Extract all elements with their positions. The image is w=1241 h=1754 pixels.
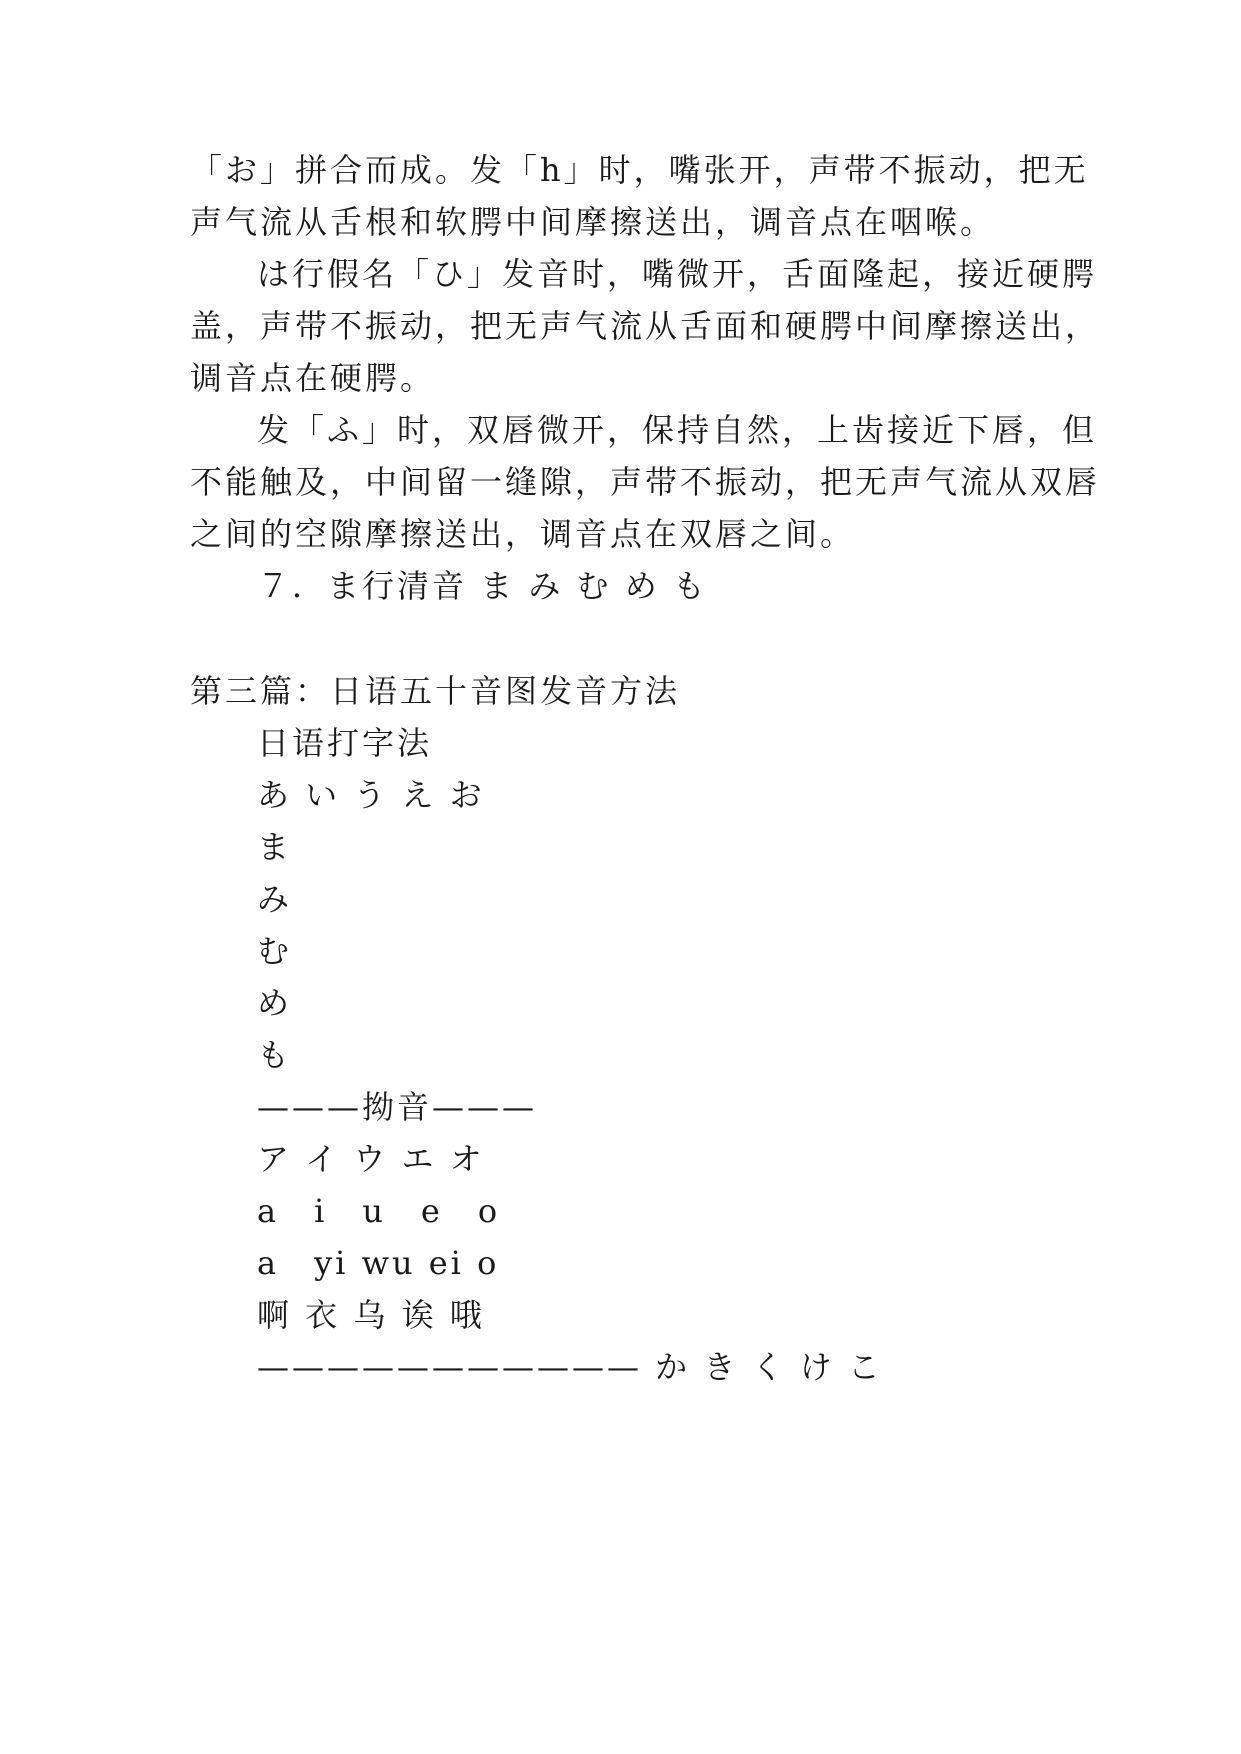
- list-item: a yi wu ei o: [257, 1244, 500, 1282]
- paragraph-3-line-1: 发「ふ」时，双唇微开，保持自然，上齿接近下唇，但: [257, 411, 1098, 449]
- list-item: ま: [257, 828, 293, 866]
- item-7: ７．ま行清音 ま み む め も: [257, 567, 708, 605]
- paragraph-3-line-2: 不能触及，中间留一缝隙，声带不振动，把无声气流从双唇: [190, 463, 1101, 501]
- list-item: も: [257, 1036, 293, 1074]
- list-item: み: [257, 880, 293, 918]
- list-item: ア イ ウ エ オ: [257, 1140, 485, 1178]
- list-item: む: [257, 932, 293, 970]
- paragraph-3-line-3: 之间的空隙摩擦送出，调音点在双唇之间。: [190, 515, 856, 553]
- list-item: 啊 衣 乌 诶 哦: [257, 1296, 485, 1334]
- list-item: め: [257, 984, 293, 1022]
- paragraph-2-line-3: 调音点在硬腭。: [190, 359, 436, 397]
- paragraph-1-line-1: 「お」拼合而成。发「h」时，嘴张开，声带不振动，把无: [190, 151, 1089, 189]
- list-item: ——————————— か き く け こ: [257, 1348, 883, 1386]
- section-heading: 第三篇：日语五十音图发音方法: [190, 672, 681, 710]
- list-item: ———拗音———: [257, 1088, 538, 1126]
- paragraph-2-line-2: 盖，声带不振动，把无声气流从舌面和硬腭中间摩擦送出，: [190, 307, 1101, 345]
- paragraph-2-line-1: は行假名「ひ」发音时，嘴微开，舌面隆起，接近硬腭: [257, 255, 1098, 293]
- list-item: あ い う え お: [257, 776, 485, 814]
- list-item: 日语打字法: [257, 724, 433, 762]
- list-item: a i u e o: [257, 1192, 501, 1230]
- paragraph-1-line-2: 声气流从舌根和软腭中间摩擦送出，调音点在咽喉。: [190, 203, 996, 241]
